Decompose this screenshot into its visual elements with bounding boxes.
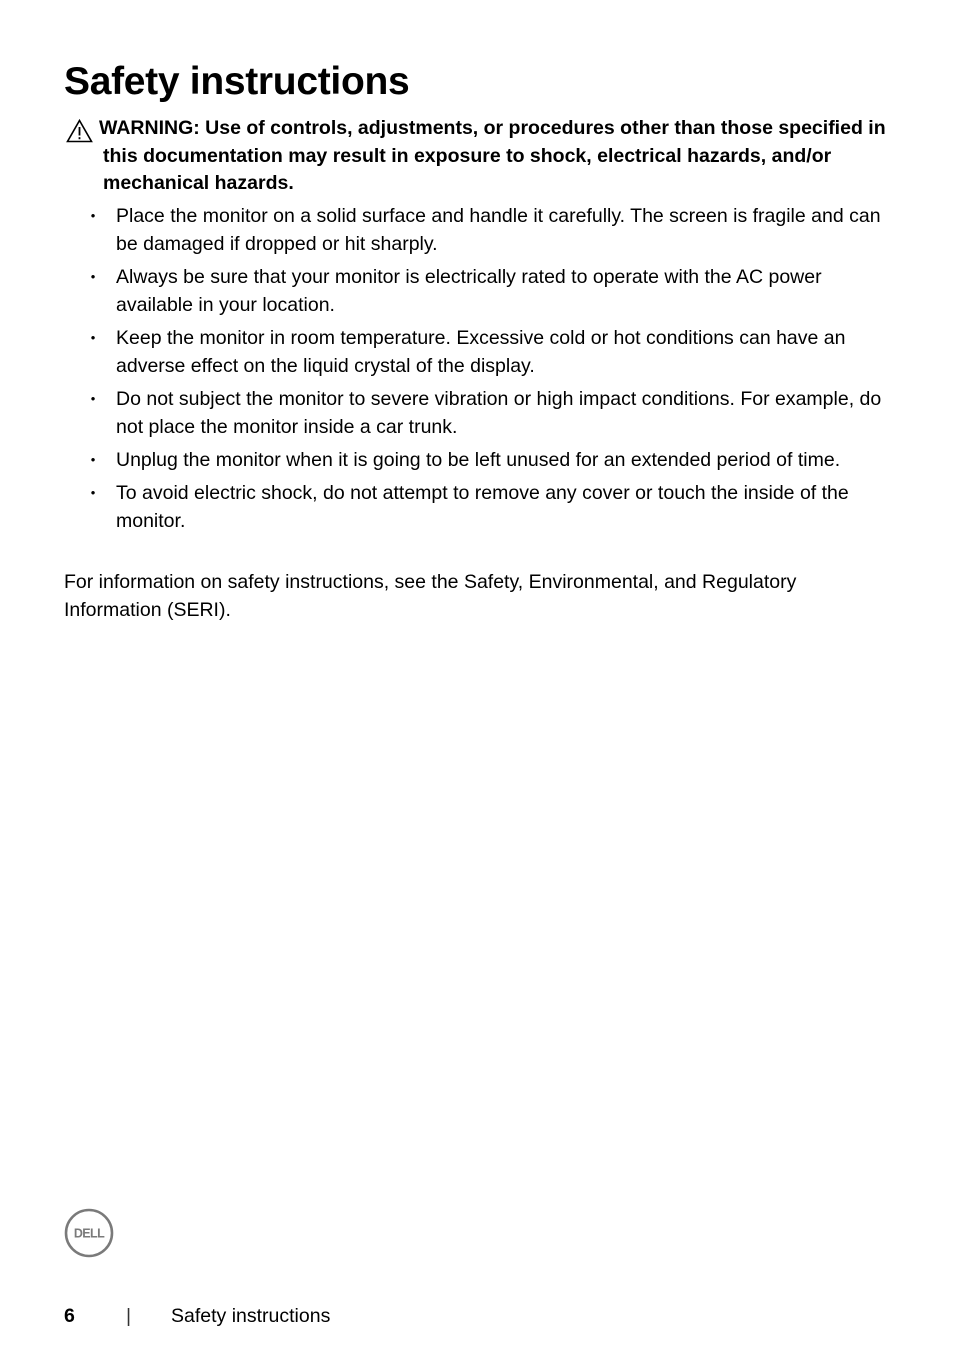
list-item [88,479,893,535]
footer-separator: | [126,1305,132,1327]
dell-logo-text: DELL [73,1226,105,1241]
list-item-text: To avoid electric shock, do not attempt to remove any cover or touch the inside of the monitor. [116,482,849,532]
list-item [88,385,893,441]
list-item [88,446,893,474]
bullet-marker: • [90,452,96,467]
bullet-marker: • [90,391,96,406]
page-title: Safety instructions [64,60,410,103]
list-item-text: Do not subject the monitor to severe vibration or high impact conditions. For example, do not place the monitor inside a car trunk. [116,388,882,438]
list-item-text: Place the monitor on a solid surface and handle it carefully. The screen is fragile and can be damaged if dropped or hit sharply. [116,205,881,255]
list-item [88,202,893,258]
safety-bullet-list [88,202,893,540]
bullet-marker: • [90,330,96,345]
warning-notice [66,115,896,198]
page-number: 6 [64,1305,75,1327]
dell-logo-icon [64,1208,114,1258]
bullet-marker: • [90,208,96,223]
list-item [88,263,893,319]
bullet-marker: • [90,269,96,284]
list-item-text: Unplug the monitor when it is going to be left unused for an extended period of time. [116,449,841,471]
list-item-text: Always be sure that your monitor is electrically rated to operate with the AC power available in your location. [116,266,822,316]
list-item [88,324,893,380]
warning-text: WARNING: Use of controls, adjustments, or procedures other than those specified in this documentation may result in exposure to shock, electrical hazards, and/or mechanical hazards. [99,117,886,194]
seri-info-paragraph: For information on safety instructions, see the Safety, Environmental, and Regulatory Information (SERI). [64,571,797,621]
warning-triangle-icon [66,119,93,143]
footer-section-title: Safety instructions [171,1305,331,1327]
bullet-marker: • [90,485,96,500]
list-item-text: Keep the monitor in room temperature. Excessive cold or hot conditions can have an adverse effect on the liquid crystal of the display. [116,327,846,377]
